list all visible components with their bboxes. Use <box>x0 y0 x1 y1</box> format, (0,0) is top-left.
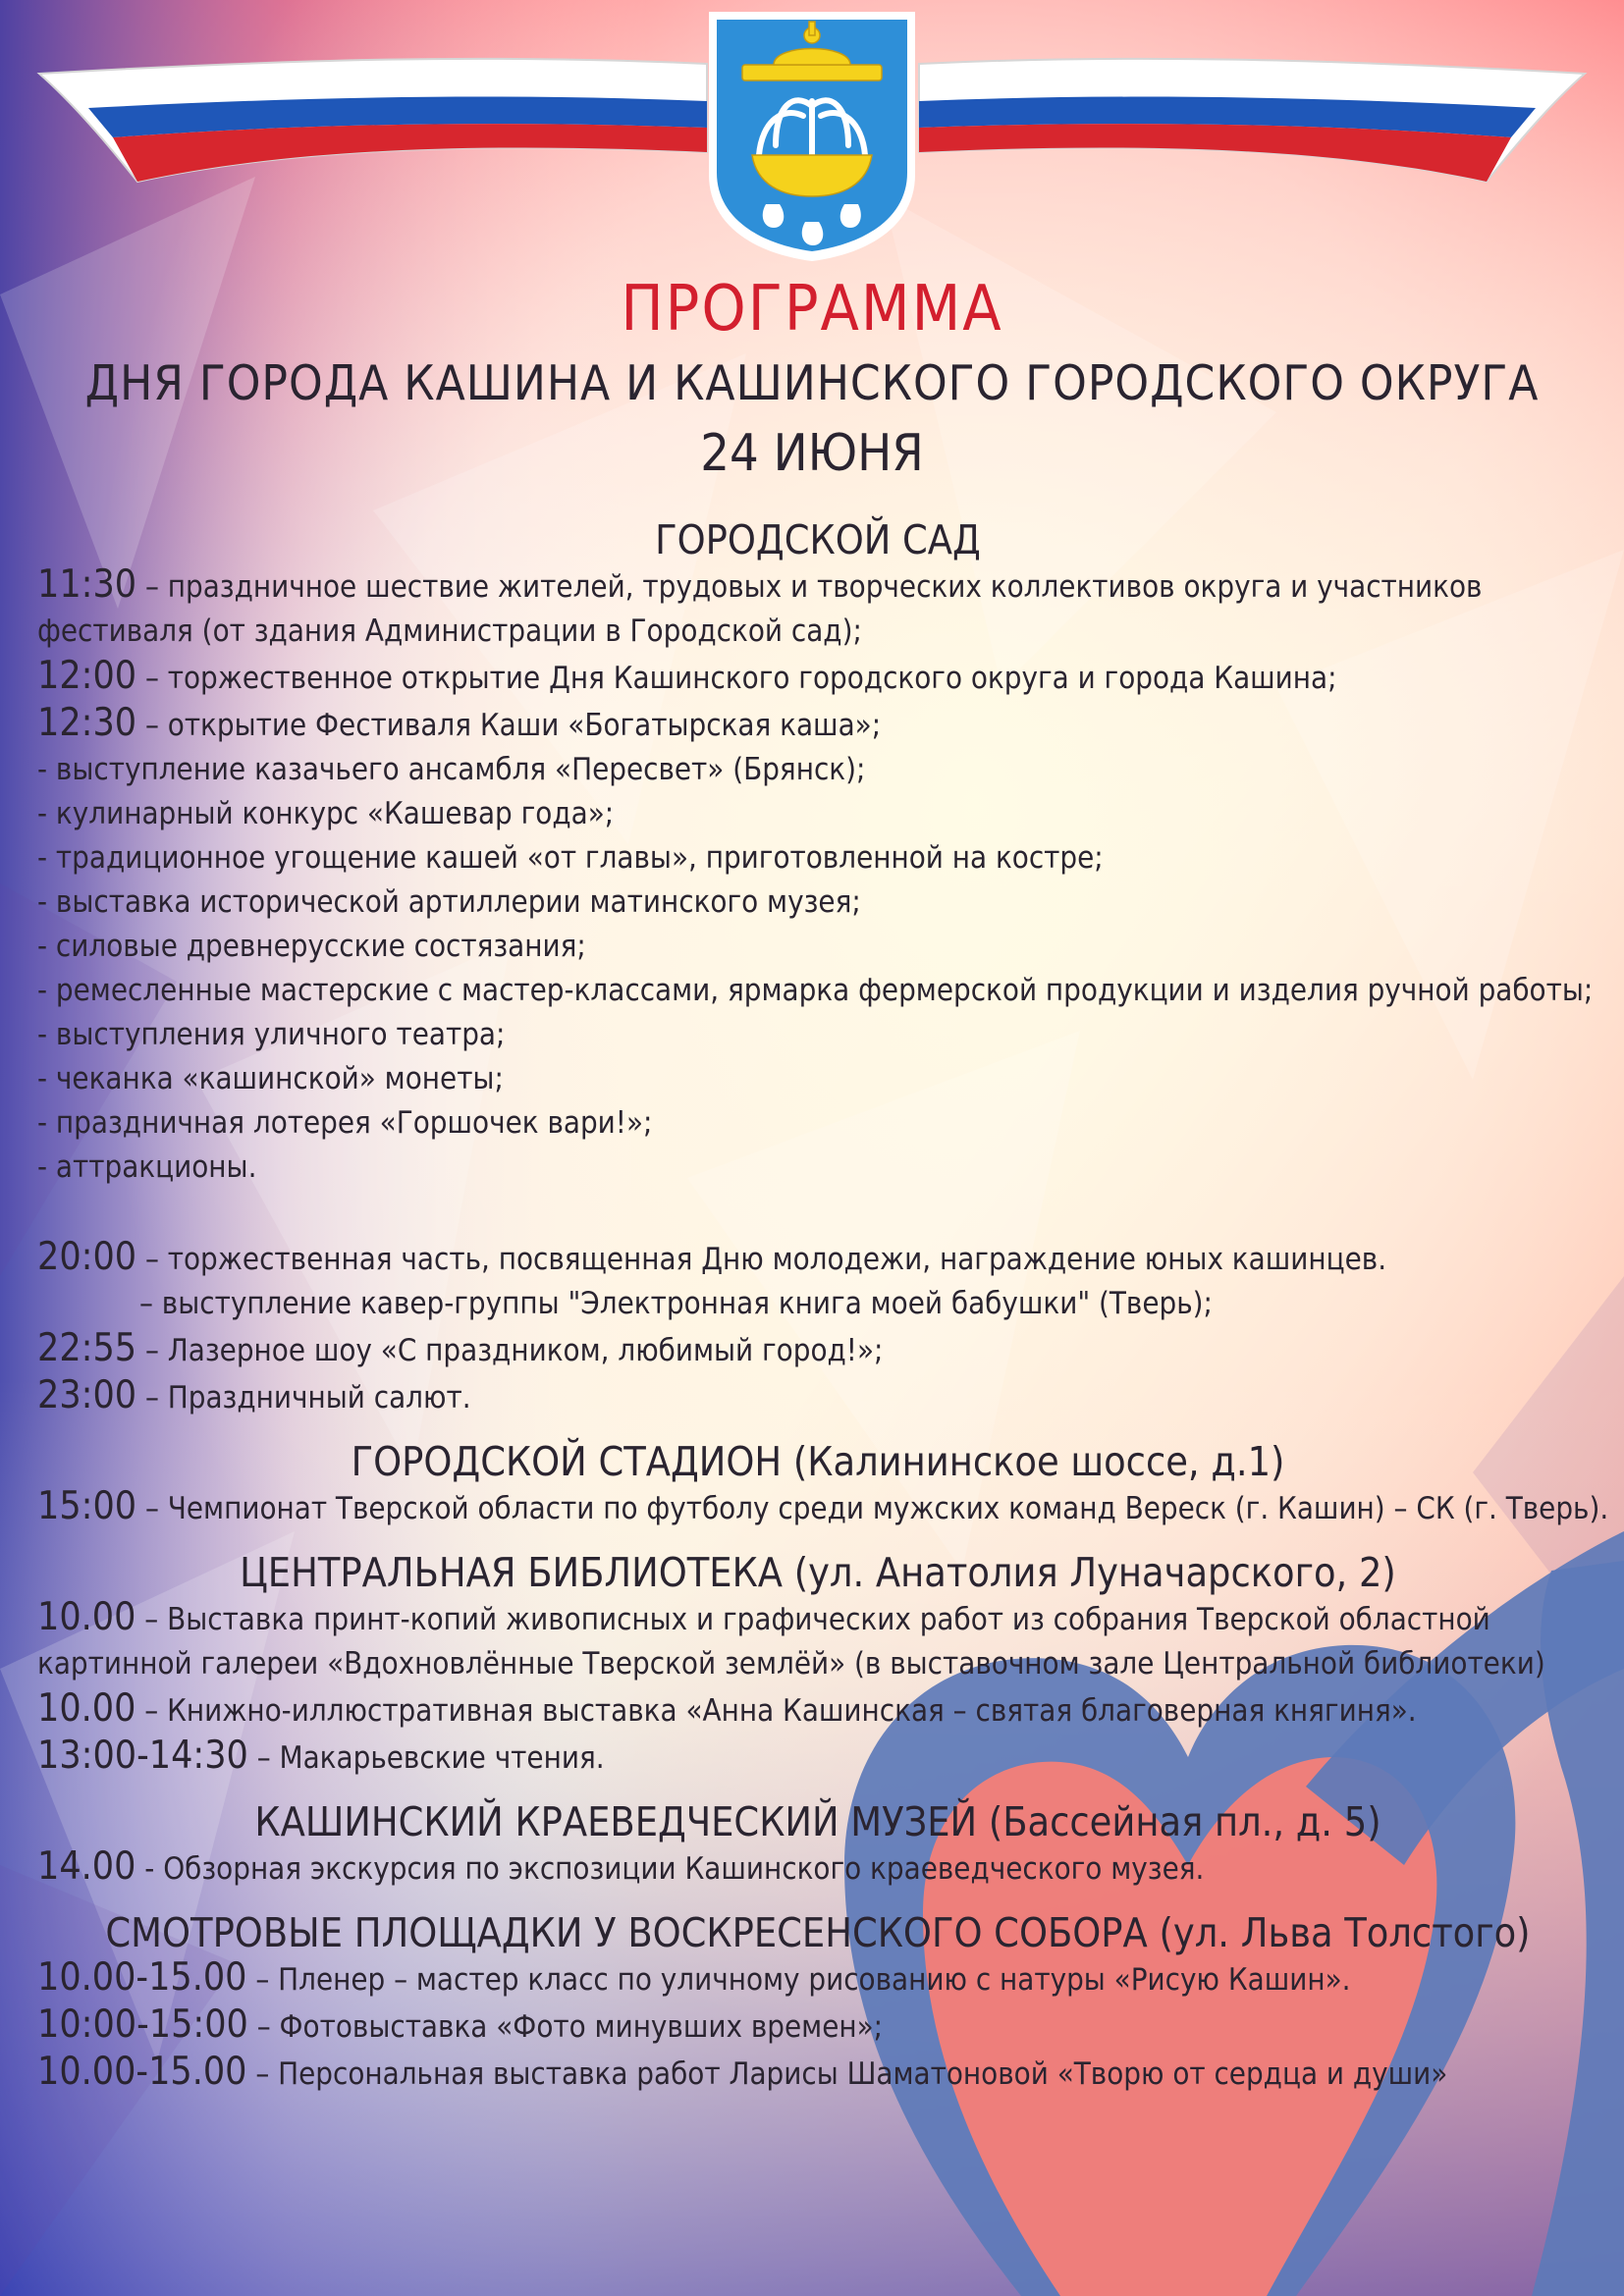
event-time: 13:00-14:30 <box>37 1734 248 1779</box>
section-spacer <box>37 1420 1598 1440</box>
program-item <box>37 1013 1598 1057</box>
event-description: - выступления уличного театра; <box>37 1017 506 1053</box>
poster-subtitle: ДНЯ ГОРОДА КАШИНА И КАШИНСКОГО ГОРОДСКОГО ОКРУГА <box>84 355 1540 411</box>
section-title: ГОРОДСКОЙ СТАДИОН (Калининское шоссе, д.1) <box>351 1438 1285 1486</box>
poster-title: ПРОГРАММА <box>621 273 1003 346</box>
event-time: 14.00 <box>37 1844 136 1890</box>
event-time: 10.00 <box>37 1595 136 1640</box>
event-description: – Персональная выставка работ Ларисы Шаматоновой «Творю от сердца и души» <box>246 2056 1448 2093</box>
program-item <box>37 1734 1598 1781</box>
event-description: - праздничная лотерея «Горшочек вари!»; <box>37 1105 653 1142</box>
program-item <box>37 2002 1598 2050</box>
event-time: 10.00-15.00 <box>37 2050 247 2095</box>
program-item <box>37 969 1598 1013</box>
program-item <box>37 792 1598 836</box>
event-description: – открытие Фестиваля Каши «Богатырская каша»; <box>136 708 882 744</box>
event-time: 10:00-15:00 <box>37 2002 248 2048</box>
program-item <box>37 1484 1609 1531</box>
event-time: 12:30 <box>37 701 137 746</box>
section-title: СМОТРОВЫЕ ПЛОЩАДКИ У ВОСКРЕСЕНСКОГО СОБОРА (ул. Льва Толстого) <box>105 1909 1531 1957</box>
section-title: ГОРОДСКОЙ САД <box>655 516 981 563</box>
program-item <box>37 1146 1598 1190</box>
event-description: – Макарьевские чтения. <box>247 1740 605 1777</box>
event-description: – Пленер – мастер класс по уличному рисованию с натуры «Рисую Кашин». <box>246 1962 1351 1999</box>
event-description: - выставка исторической артиллерии матинского музея; <box>37 884 861 921</box>
program-item <box>37 1326 1598 1373</box>
event-description: – выступление кавер-группы "Электронная книга моей бабушки" (Тверь); <box>139 1286 1213 1322</box>
event-description: - силовые древнерусские состязания; <box>37 929 586 965</box>
section-spacer <box>37 1892 1598 1911</box>
section-title: КАШИНСКИЙ КРАЕВЕДЧЕСКИЙ МУЗЕЙ (Бассейная пл., д. 5) <box>254 1798 1381 1846</box>
program-item <box>37 925 1598 969</box>
event-time: 15:00 <box>37 1484 137 1529</box>
event-description: – Книжно-иллюстративная выставка «Анна Кашинская – святая благоверная княгиня». <box>135 1693 1417 1730</box>
program-item <box>37 1282 1598 1326</box>
program-item <box>37 1373 1598 1420</box>
program-item <box>37 881 1598 925</box>
program-item <box>37 1101 1598 1146</box>
event-time: 11:30 <box>37 562 137 608</box>
section-spacer <box>37 1781 1598 1800</box>
program-item <box>37 654 1598 701</box>
event-description: – торжественная часть, посвященная Дню молодежи, награждение юных кашинцев. <box>136 1242 1387 1278</box>
event-description: - кулинарный конкурс «Кашевар года»; <box>37 796 615 832</box>
event-time: 22:55 <box>37 1326 137 1371</box>
event-date: 24 ИЮНЯ <box>700 424 924 483</box>
program-item <box>37 1057 1598 1101</box>
event-description: - выступление казачьего ансамбля «Пересвет» (Брянск); <box>37 752 866 788</box>
event-description: – Праздничный салют. <box>136 1380 471 1416</box>
section-title: ЦЕНТРАЛЬНАЯ БИБЛИОТЕКА (ул. Анатолия Луначарского, 2) <box>240 1549 1396 1597</box>
event-description: – Выставка принт-копий живописных и графических работ из собрания Тверской областной картинной галереи «Вдохновлённые Тверской землёй» (в выставочном зале Центральной библиотеки) <box>37 1602 1545 1682</box>
event-time: 20:00 <box>37 1235 137 1280</box>
event-time: 10.00 <box>37 1686 136 1732</box>
section-spacer <box>37 1531 1598 1551</box>
kashin-coat-of-arms-icon <box>705 8 919 265</box>
event-time: 12:00 <box>37 654 137 699</box>
event-description: – торжественное открытие Дня Кашинского городского округа и города Кашина; <box>136 661 1337 697</box>
event-description: - аттракционы. <box>37 1149 257 1186</box>
event-description: - чеканка «кашинской» монеты; <box>37 1061 504 1097</box>
event-description: – Лазерное шоу «С праздником, любимый город!»; <box>136 1333 884 1369</box>
program-item <box>37 1844 1598 1892</box>
event-time: 23:00 <box>37 1373 137 1418</box>
program-item <box>37 2050 1598 2097</box>
program-item <box>37 748 1598 792</box>
event-description: - ремесленные мастерские с мастер-классами, ярмарка фермерской продукции и изделия ручной работы; <box>37 973 1594 1009</box>
event-description: – Фотовыставка «Фото минувших времен»; <box>247 2009 884 2046</box>
program-item <box>37 1686 1598 1734</box>
event-description: – праздничное шествие жителей, трудовых и творческих коллективов округа и участников фестиваля (от здания Администрации в Городской сад); <box>37 569 1483 650</box>
event-time: 10.00-15.00 <box>37 1955 247 2001</box>
program-item <box>37 1595 1598 1686</box>
program-content <box>37 516 1609 2097</box>
event-description: – Чемпионат Тверской области по футболу среди мужских команд Вереск (г. Кашин) – СК (г. Тверь). <box>136 1491 1609 1527</box>
event-description: - традиционное угощение кашей «от главы», приготовленной на костре; <box>37 840 1104 877</box>
program-item <box>37 701 1598 748</box>
program-item <box>37 836 1598 881</box>
line-spacer <box>37 1190 1598 1235</box>
program-item <box>37 562 1598 654</box>
event-description: - Обзорная экскурсия по экспозиции Кашинского краеведческого музея. <box>135 1851 1205 1888</box>
program-item <box>37 1955 1598 2002</box>
program-item <box>37 1235 1598 1282</box>
